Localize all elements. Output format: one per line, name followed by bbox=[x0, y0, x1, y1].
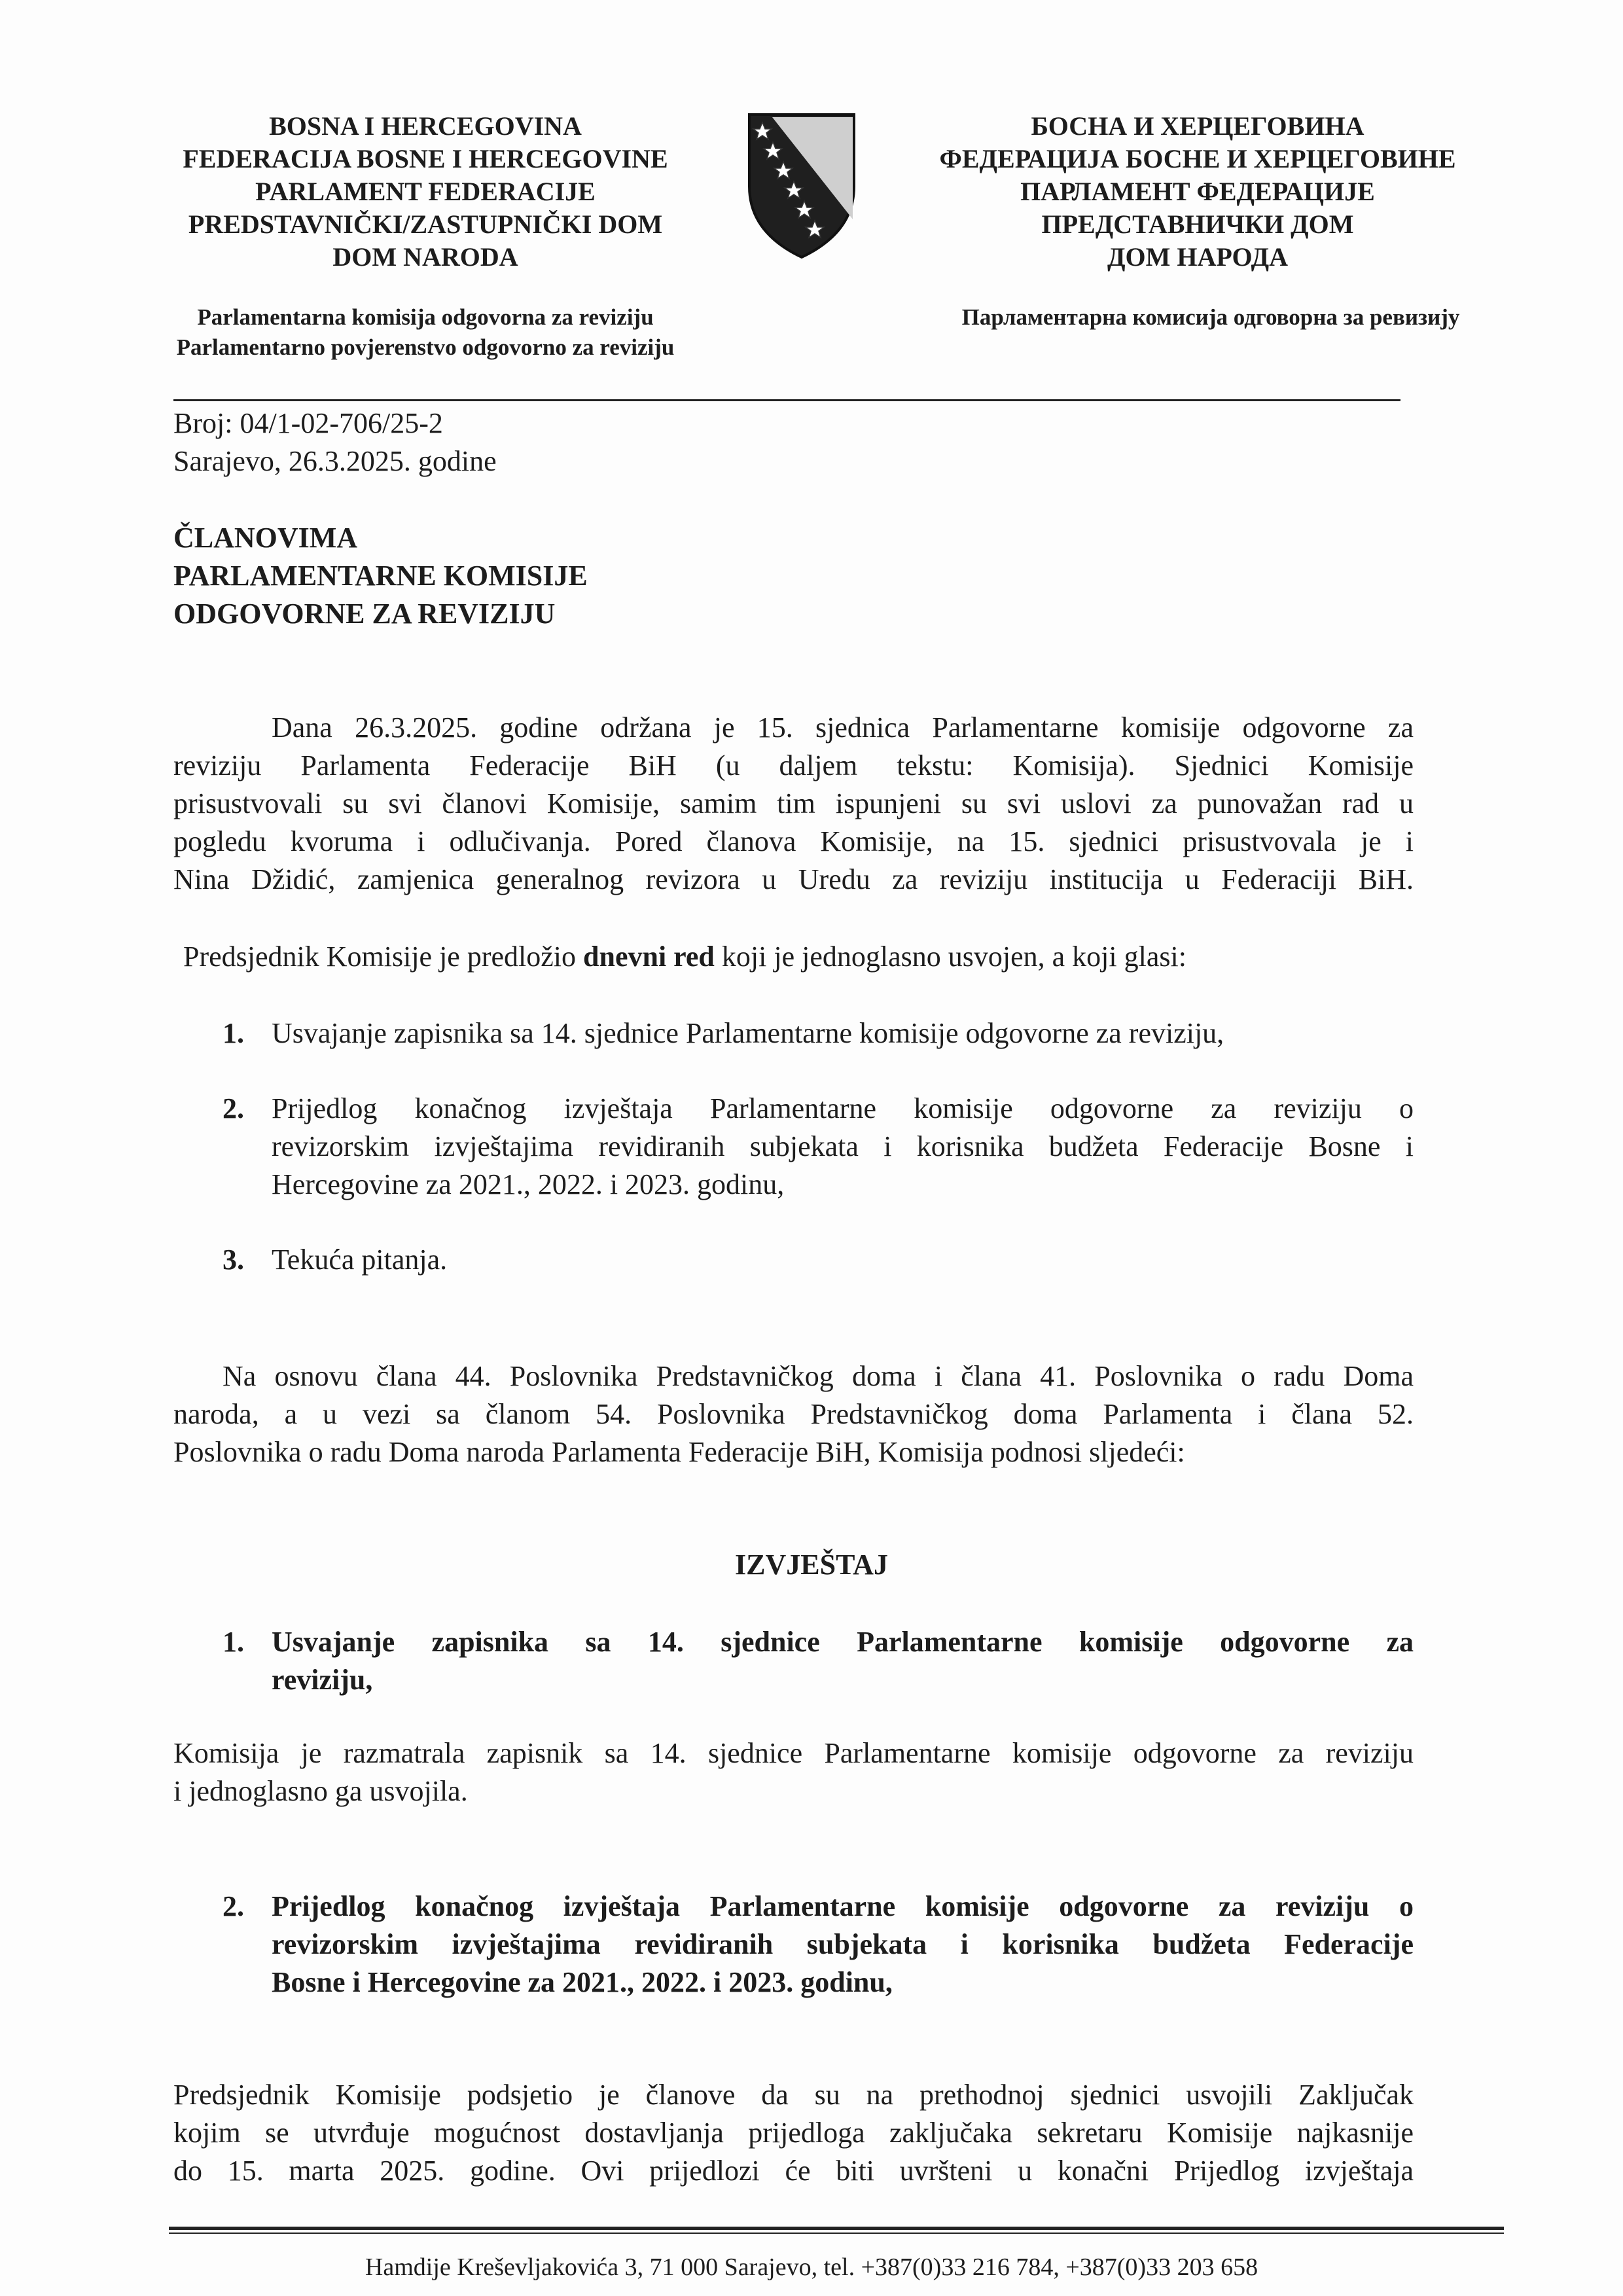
agenda-intro-text: koji je jednoglasno usvojen, a koji glasi: bbox=[714, 941, 1186, 973]
header-right-line: ФЕДЕРАЦИЈА БОСНЕ И ХЕРЦЕГОВИНЕ bbox=[939, 144, 1456, 173]
report-item-title-line: reviziju, bbox=[272, 1664, 373, 1696]
intro-line: pogledu kvoruma i odlučivanja. Pored članova Komisije, na 15. sjednici prisustvovala je i bbox=[173, 825, 1414, 857]
agenda-item-number: 3. bbox=[223, 1244, 244, 1276]
report-item-text bbox=[173, 2076, 1414, 2190]
commission-left-line: Parlamentarna komisija odgovorna za reviziju bbox=[197, 304, 654, 330]
header-left-line: DOM NARODA bbox=[332, 242, 518, 272]
report-item-text-line: kojim se utvrđuje mogućnost dostavljanja prijedloga zaključaka sekretaru Komisije najkasnije bbox=[173, 2117, 1414, 2149]
footer-divider bbox=[169, 2227, 1504, 2230]
report-item-text-line: do 15. marta 2025. godine. Ovi prijedlozi će biti uvršteni u konačni Prijedlog izvještaja bbox=[173, 2155, 1414, 2187]
header-divider bbox=[173, 399, 1400, 401]
document-number: Broj: 04/1-02-706/25-2 bbox=[173, 407, 443, 439]
agenda-intro bbox=[183, 938, 1186, 976]
commission-left-line: Parlamentarno povjerenstvo odgovorno za reviziju bbox=[176, 334, 675, 360]
report-item-heading bbox=[223, 1623, 1414, 1699]
coat-of-arms-icon bbox=[743, 108, 861, 262]
legal-basis-line: Poslovnika o radu Doma naroda Parlamenta Federacije BiH, Komisija podnosi sljedeći: bbox=[173, 1436, 1185, 1468]
agenda-item-line: revizorskim izvještajima revidiranih subjekata i korisnika budžeta Federacije Bosne i bbox=[272, 1130, 1414, 1162]
header-left-line: PARLAMENT FEDERACIJE bbox=[255, 177, 596, 206]
header-right-line: ПРЕДСТАВНИЧКИ ДОМ bbox=[1041, 209, 1354, 239]
intro-line: prisustvovali su svi članovi Komisije, samim tim ispunjeni su svi uslovi za punovažan rad u bbox=[173, 787, 1414, 819]
header-left-line: PREDSTAVNIČKI/ZASTUPNIČKI DOM bbox=[188, 209, 663, 239]
intro-paragraph bbox=[173, 709, 1414, 899]
report-item-number: 1. bbox=[223, 1626, 244, 1658]
report-item-number: 2. bbox=[223, 1890, 244, 1922]
footer-address: Hamdije Kreševljakovića 3, 71 000 Sarajevo, tel. +387(0)33 216 784, +387(0)33 203 658 bbox=[365, 2253, 1258, 2281]
report-title: IZVJEŠTAJ bbox=[735, 1549, 888, 1581]
commission-right bbox=[883, 302, 1538, 332]
header-left-line: FEDERACIJA BOSNE I HERCEGOVINE bbox=[183, 144, 668, 173]
agenda-item bbox=[223, 1090, 1414, 1204]
legal-basis-paragraph bbox=[173, 1357, 1414, 1471]
agenda-item-number: 1. bbox=[223, 1017, 244, 1049]
report-item-text bbox=[173, 1734, 1414, 1810]
commission-left bbox=[98, 302, 753, 363]
addressee-line: ČLANOVIMA bbox=[173, 522, 358, 554]
intro-line: Nina Džidić, zamjenica generalnog revizora u Uredu za reviziju institucija u Federaciji BiH. bbox=[173, 863, 1414, 895]
addressee-block bbox=[173, 519, 588, 633]
report-item-text-line: Komisija je razmatrala zapisnik sa 14. sjednice Parlamentarne komisije odgovorne za reviziju bbox=[173, 1737, 1414, 1769]
report-item-text-line: Predsjednik Komisije podsjetio je članove da su na prethodnoj sjednici usvojili Zaključak bbox=[173, 2079, 1414, 2111]
header-right bbox=[916, 110, 1479, 274]
report-item-title-line: revizorskim izvještajima revidiranih subjekata i korisnika budžeta Federacije bbox=[272, 1928, 1414, 1960]
agenda-item bbox=[223, 1014, 1414, 1052]
agenda-intro-text: Predsjednik Komisije je predložio bbox=[183, 941, 583, 973]
addressee-line: PARLAMENTARNE KOMISIJE bbox=[173, 560, 588, 592]
agenda-item-line: Prijedlog konačnog izvještaja Parlamentarne komisije odgovorne za reviziju o bbox=[272, 1092, 1414, 1124]
agenda-item-line: Hercegovine za 2021., 2022. i 2023. godinu, bbox=[272, 1168, 785, 1200]
legal-basis-line: naroda, a u vezi sa članom 54. Poslovnika Predstavničkog doma Parlamenta i člana 52. bbox=[173, 1398, 1414, 1430]
document-place-date: Sarajevo, 26.3.2025. godine bbox=[173, 445, 497, 477]
agenda-item-line: Usvajanje zapisnika sa 14. sjednice Parlamentarne komisije odgovorne za reviziju, bbox=[272, 1017, 1224, 1049]
header-left-line: BOSNA I HERCEGOVINA bbox=[269, 111, 582, 141]
header-right-line: ДОМ НАРОДА bbox=[1107, 242, 1289, 272]
report-item-title-line: Usvajanje zapisnika sa 14. sjednice Parlamentarne komisije odgovorne za bbox=[272, 1626, 1414, 1658]
addressee-line: ODGOVORNE ZA REVIZIJU bbox=[173, 598, 556, 630]
agenda-item bbox=[223, 1241, 1414, 1279]
header-right-line: ПАРЛАМЕНТ ФЕДЕРАЦИЈЕ bbox=[1020, 177, 1375, 206]
report-item-title-line: Bosne i Hercegovine za 2021., 2022. i 2023. godinu, bbox=[272, 1966, 893, 1998]
agenda-intro-bold: dnevni red bbox=[583, 941, 715, 973]
reference-block bbox=[173, 404, 497, 480]
intro-line: Dana 26.3.2025. godine održana je 15. sjednica Parlamentarne komisije odgovorne za bbox=[272, 711, 1414, 744]
commission-right-line: Парламентарна комисија одговорна за ревизију bbox=[961, 304, 1460, 330]
footer-divider bbox=[169, 2233, 1504, 2234]
agenda-item-line: Tekuća pitanja. bbox=[272, 1244, 448, 1276]
report-item-title-line: Prijedlog konačnog izvještaja Parlamentarne komisije odgovorne za reviziju o bbox=[272, 1890, 1414, 1922]
header-right-line: БОСНА И ХЕРЦЕГОВИНА bbox=[1031, 111, 1364, 141]
agenda-item-number: 2. bbox=[223, 1092, 244, 1124]
header-left bbox=[157, 110, 694, 274]
report-item-text-line: i jednoglasno ga usvojila. bbox=[173, 1775, 468, 1807]
legal-basis-line: Na osnovu člana 44. Poslovnika Predstavničkog doma i člana 41. Poslovnika o radu Doma bbox=[223, 1360, 1414, 1392]
report-item-heading bbox=[223, 1888, 1414, 2001]
intro-line: reviziju Parlamenta Federacije BiH (u daljem tekstu: Komisija). Sjednici Komisije bbox=[173, 749, 1414, 781]
